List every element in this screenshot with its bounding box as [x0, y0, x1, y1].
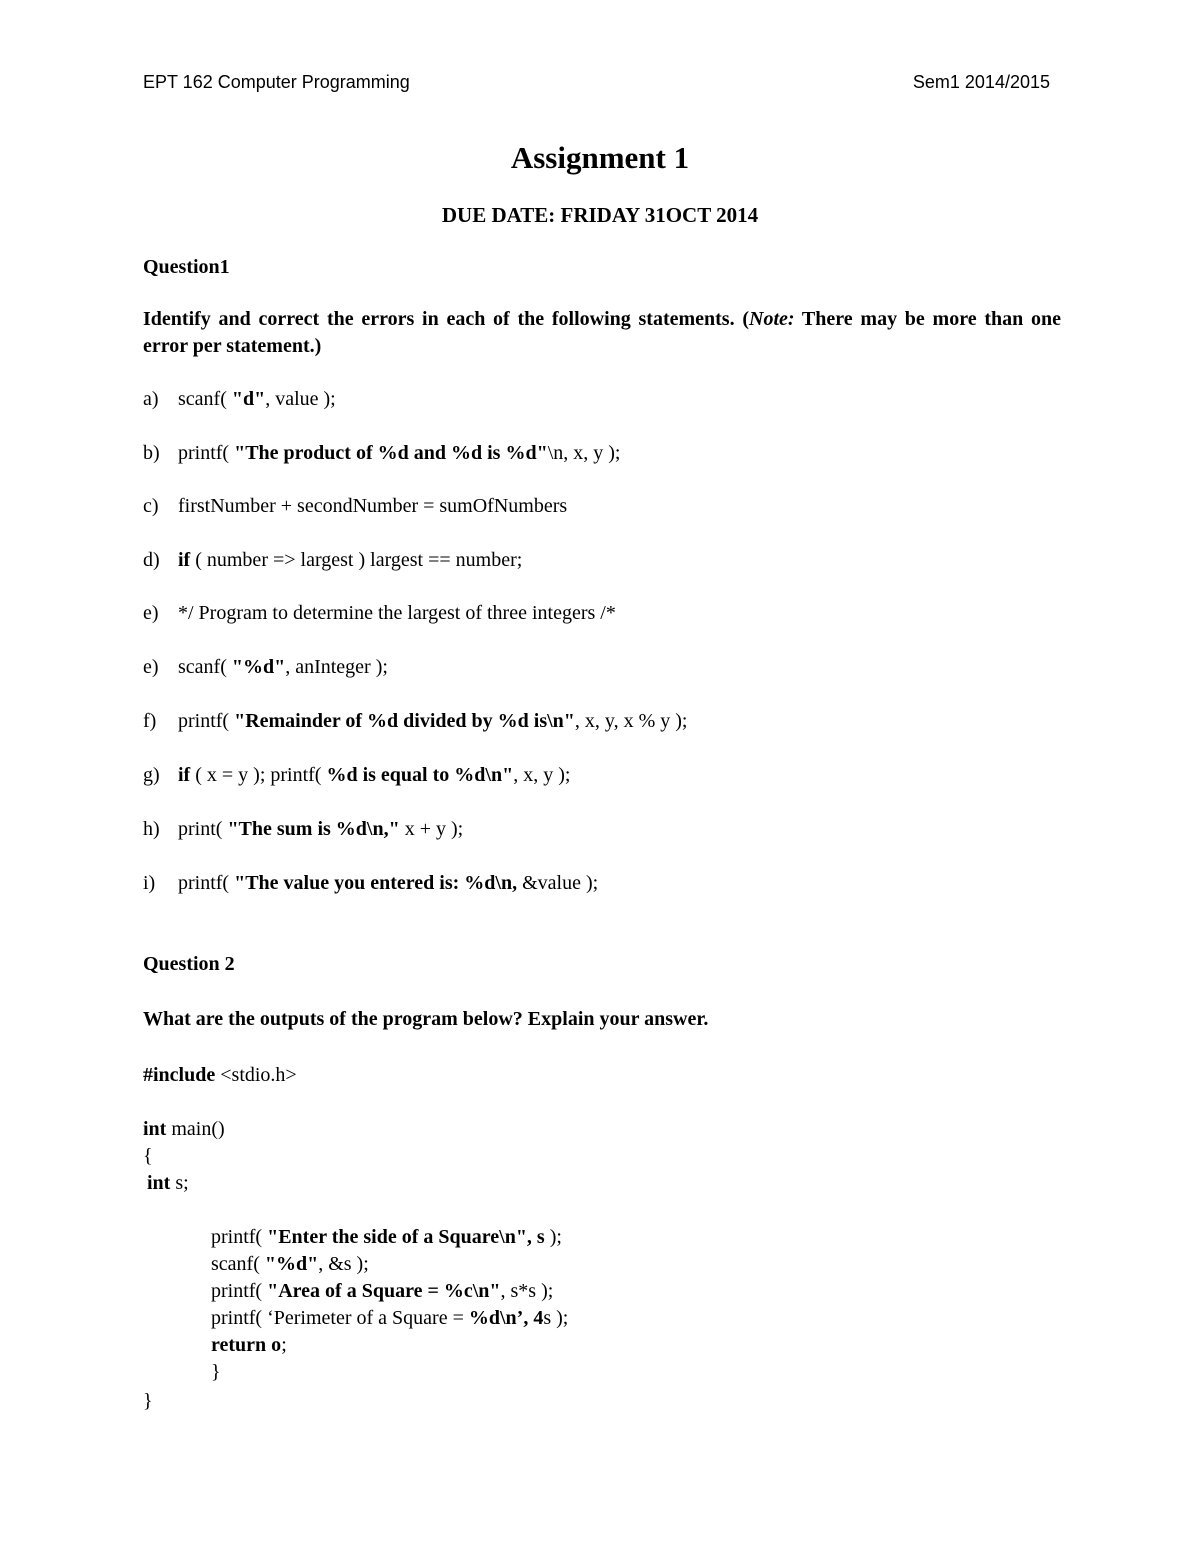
- code-fragment: printf( ‘Perimeter of a Square =: [211, 1307, 469, 1329]
- statement-label: h): [143, 818, 160, 840]
- code-fragment: if: [178, 764, 191, 786]
- instruction-text-b: There may be more than one error per statement.): [143, 308, 1061, 357]
- code-fragment: ( number => largest ) largest == number;: [190, 549, 523, 571]
- statement-code: [178, 656, 388, 678]
- statement-code: [178, 495, 567, 517]
- statement-code: [178, 442, 620, 464]
- code-fragment: ;: [281, 1334, 287, 1356]
- question2-instruction: What are the outputs of the program below? Explain your answer.: [143, 1008, 709, 1030]
- statement-label: e): [143, 602, 159, 624]
- statement-code: [178, 818, 463, 840]
- question2-heading: Question 2: [143, 953, 235, 975]
- statement-item: [143, 710, 687, 733]
- code-fragment: }: [211, 1361, 221, 1383]
- code-line: [211, 1332, 287, 1359]
- statement-item: [143, 495, 567, 518]
- statement-label: b): [143, 442, 160, 464]
- due-date: DUE DATE: FRIDAY 31OCT 2014: [441, 203, 759, 227]
- code-line: [211, 1305, 568, 1332]
- code-fragment: s;: [170, 1172, 189, 1194]
- statement-code: [178, 602, 616, 624]
- code-fragment: "%d": [231, 656, 286, 678]
- instruction-note: Note:: [749, 308, 795, 330]
- statement-label: f): [143, 710, 157, 732]
- code-fragment: "%d": [264, 1253, 319, 1275]
- statement-item: [143, 549, 522, 572]
- code-fragment: x + y );: [399, 818, 464, 840]
- statement-code: [178, 388, 336, 410]
- code-fragment: int: [147, 1172, 171, 1194]
- statement-item: [143, 764, 570, 787]
- code-fragment: s );: [543, 1307, 569, 1329]
- statement-code: [178, 764, 570, 786]
- code-fragment: printf(: [178, 442, 235, 464]
- statement-label: c): [143, 495, 159, 517]
- code-fragment: printf(: [211, 1280, 268, 1302]
- code-fragment: firstNumber + secondNumber = sumOfNumbers: [178, 495, 568, 517]
- assignment-title: Assignment 1: [510, 140, 690, 175]
- statement-item: [143, 818, 463, 841]
- code-fragment: #include: [143, 1064, 216, 1086]
- code-fragment: */ Program to determine the largest of three integers /*: [178, 602, 616, 624]
- code-fragment: return o: [211, 1334, 282, 1356]
- code-fragment: "d": [231, 388, 266, 410]
- code-fragment: <stdio.h>: [215, 1064, 297, 1086]
- code-main-signature: [143, 1116, 225, 1143]
- code-fragment: , s*s );: [500, 1280, 554, 1302]
- code-fragment: , anInteger );: [285, 656, 388, 678]
- code-line: [211, 1224, 562, 1251]
- statement-code: [178, 549, 522, 571]
- code-line: [211, 1251, 369, 1278]
- code-close-brace: }: [143, 1390, 153, 1412]
- code-fragment: scanf(: [211, 1253, 265, 1275]
- code-line: [211, 1359, 221, 1386]
- statement-item: [143, 388, 336, 411]
- statement-code: [178, 872, 598, 894]
- page-header: [143, 72, 1050, 98]
- code-line: [211, 1278, 553, 1305]
- code-declaration: [147, 1170, 189, 1197]
- statement-label: e): [143, 656, 159, 678]
- code-fragment: \n, x, y );: [547, 442, 621, 464]
- statement-item: [143, 656, 388, 679]
- code-include: [143, 1062, 297, 1089]
- code-fragment: print(: [178, 818, 228, 840]
- code-fragment: , value );: [265, 388, 336, 410]
- code-fragment: main(): [166, 1118, 225, 1140]
- code-fragment: "The sum is %d\n,": [227, 818, 400, 840]
- code-fragment: scanf(: [178, 656, 232, 678]
- code-fragment: %d\n’, 4: [468, 1307, 544, 1329]
- code-fragment: "The value you entered is: %d\n,: [234, 872, 518, 894]
- code-fragment: , x, y );: [513, 764, 571, 786]
- code-fragment: printf(: [211, 1226, 268, 1248]
- code-open-brace: {: [143, 1145, 153, 1167]
- code-fragment: "The product of %d and %d is %d": [234, 442, 548, 464]
- statement-item: [143, 442, 620, 465]
- code-fragment: "Remainder of %d divided by %d is\n": [234, 710, 575, 732]
- statement-item: [143, 602, 616, 625]
- code-fragment: );: [544, 1226, 562, 1248]
- question1-instruction: [143, 306, 1061, 360]
- statement-label: i): [143, 872, 156, 894]
- code-fragment: "Area of a Square = %c\n": [267, 1280, 501, 1302]
- code-fragment: &value );: [517, 872, 599, 894]
- statement-label: g): [143, 764, 160, 786]
- code-fragment: printf(: [178, 710, 235, 732]
- question1-heading: Question1: [143, 256, 230, 278]
- code-fragment: %d is equal to %d\n": [326, 764, 514, 786]
- code-fragment: "Enter the side of a Square\n", s: [267, 1226, 545, 1248]
- code-fragment: , x, y, x % y );: [574, 710, 688, 732]
- semester-label: Sem1 2014/2015: [912, 72, 1050, 92]
- course-title: EPT 162 Computer Programming: [143, 72, 410, 92]
- code-fragment: ( x = y ); printf(: [190, 764, 327, 786]
- code-fragment: scanf(: [178, 388, 232, 410]
- code-fragment: if: [178, 549, 191, 571]
- statement-label: d): [143, 549, 160, 571]
- statement-label: a): [143, 388, 159, 410]
- instruction-text-a: Identify and correct the errors in each of the following statements. (: [143, 308, 749, 330]
- code-fragment: , &s );: [318, 1253, 369, 1275]
- code-fragment: printf(: [178, 872, 235, 894]
- statement-item: [143, 872, 598, 895]
- code-fragment: int: [143, 1118, 167, 1140]
- statement-code: [178, 710, 687, 732]
